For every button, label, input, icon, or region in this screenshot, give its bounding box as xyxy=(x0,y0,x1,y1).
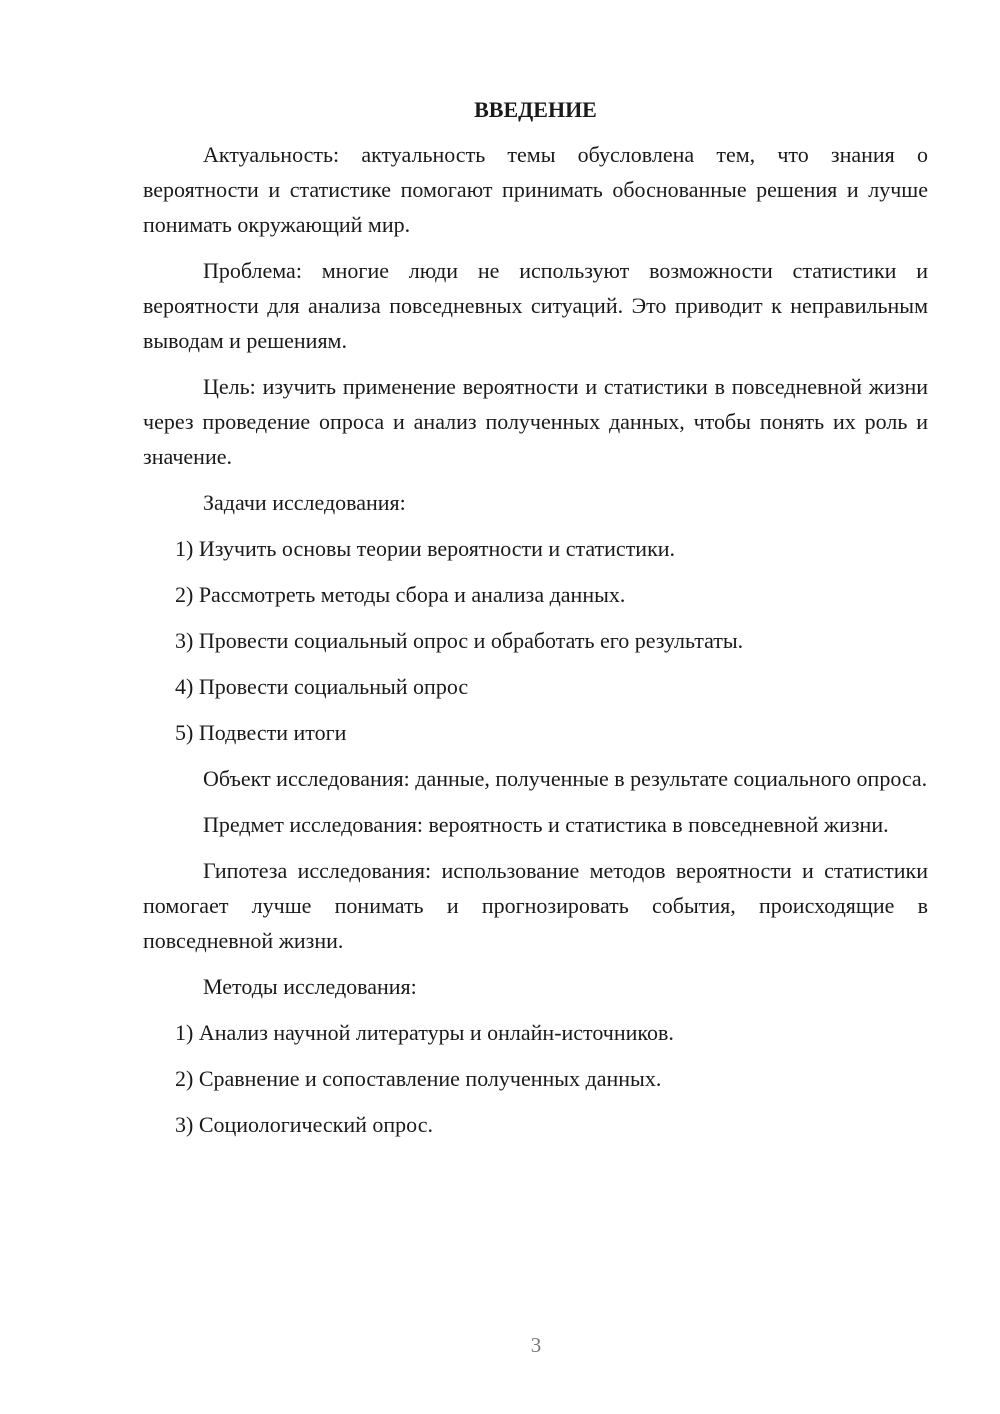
list-item: 1) Изучить основы теории вероятности и статистики. xyxy=(175,536,676,561)
list-item: 1) Анализ научной литературы и онлайн-источников. xyxy=(175,1020,674,1045)
section-heading: ВВЕДЕНИЕ xyxy=(474,97,597,122)
paragraph-object: Объект исследования: данные, полученные в результате социального опроса. xyxy=(203,766,928,791)
methods-list xyxy=(143,1015,928,1142)
paragraph-hypothesis: Гипотеза исследования: использование методов вероятности и статистики помогает лучше понимать и прогнозировать события, происходящие в повседневной жизни. xyxy=(143,858,928,953)
paragraph-goal: Цель: изучить применение вероятности и статистики в повседневной жизни через проведение опроса и анализ полученных данных, чтобы понять их роль и значение. xyxy=(143,374,928,469)
paragraph-relevance: Актуальность: актуальность темы обусловлена тем, что знания о вероятности и статистике помогают принимать обоснованные решения и лучше понимать окружающий мир. xyxy=(143,142,928,237)
paragraph-problem: Проблема: многие люди не используют возможности статистики и вероятности для анализа повседневных ситуаций. Это приводит к неправильным выводам и решениям. xyxy=(143,258,928,353)
list-item: 3) Провести социальный опрос и обработать его результаты. xyxy=(175,628,744,653)
page-number: 3 xyxy=(530,1333,542,1357)
list-item: 4) Провести социальный опрос xyxy=(175,674,469,699)
list-item: 5) Подвести итоги xyxy=(175,720,347,745)
tasks-list xyxy=(143,531,928,750)
methods-label: Методы исследования: xyxy=(203,974,417,999)
list-item: 2) Рассмотреть методы сбора и анализа данных. xyxy=(175,582,626,607)
paragraph-subject: Предмет исследования: вероятность и статистика в повседневной жизни. xyxy=(203,812,889,837)
list-item: 2) Сравнение и сопоставление полученных данных. xyxy=(175,1066,662,1091)
list-item: 3) Социологический опрос. xyxy=(175,1112,433,1137)
page-content xyxy=(143,95,928,1153)
tasks-label: Задачи исследования: xyxy=(203,490,406,515)
